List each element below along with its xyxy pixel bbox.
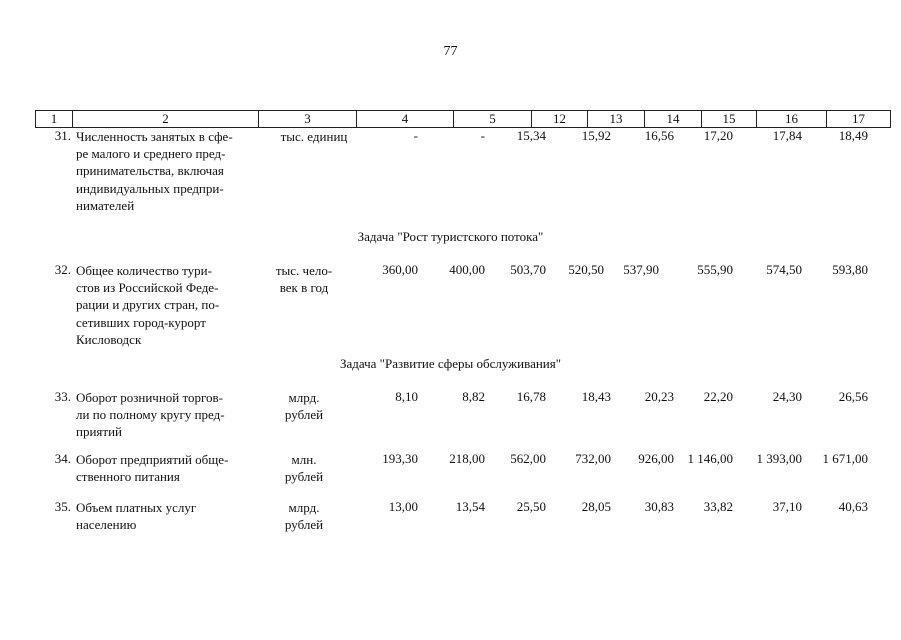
value-col-5: 13,54 — [455, 499, 485, 514]
value-col-16: 17,84 — [772, 128, 802, 143]
header-col-12: 12 — [532, 111, 588, 128]
value-col-12: 25,50 — [516, 499, 546, 514]
value-col-14: 537,90 — [623, 262, 659, 277]
value-col-13: 18,43 — [581, 389, 611, 404]
value-col-15: 22,20 — [703, 389, 733, 404]
value-col-13: 520,50 — [568, 262, 604, 277]
header-col-16: 16 — [757, 111, 827, 128]
value-col-16: 1 393,00 — [756, 451, 802, 466]
page-number: 77 — [443, 44, 458, 59]
value-col-4: 13,00 — [388, 499, 418, 514]
value-col-15: 17,20 — [703, 128, 733, 143]
value-col-5: 218,00 — [449, 451, 485, 466]
value-col-5: 8,82 — [462, 389, 485, 404]
value-col-4: 193,30 — [382, 451, 418, 466]
unit-of-measure: млрд. рублей — [284, 390, 324, 423]
unit-of-measure: млн. рублей — [284, 452, 324, 485]
value-col-5: 400,00 — [449, 262, 485, 277]
value-col-17: 18,49 — [838, 128, 868, 143]
value-col-15: 1 146,00 — [687, 451, 733, 466]
value-col-5: - — [480, 128, 485, 143]
value-col-17: 593,80 — [832, 262, 868, 277]
row-number: 34. — [54, 451, 71, 466]
row-number: 35. — [54, 499, 71, 514]
indicator-name: Объем платных услуг населению — [76, 500, 197, 533]
header-col-3: 3 — [259, 111, 357, 128]
value-col-16: 574,50 — [766, 262, 802, 277]
task-heading: Задача "Развитие сферы обслуживания" — [339, 356, 562, 371]
value-col-15: 33,82 — [703, 499, 733, 514]
value-col-14: 30,83 — [644, 499, 674, 514]
indicator-name: Оборот розничной торгов- ли по полному кругу пред- приятий — [76, 390, 225, 440]
task-heading: Задача "Рост туристского потока" — [357, 229, 544, 244]
value-col-12: 562,00 — [510, 451, 546, 466]
value-col-12: 503,70 — [510, 262, 546, 277]
row-number: 32. — [54, 262, 71, 277]
value-col-13: 28,05 — [581, 499, 611, 514]
value-col-4: 8,10 — [395, 389, 418, 404]
header-col-4: 4 — [357, 111, 454, 128]
value-col-17: 26,56 — [838, 389, 868, 404]
value-col-17: 1 671,00 — [822, 451, 868, 466]
value-col-16: 37,10 — [772, 499, 802, 514]
unit-of-measure: тыс. единиц — [280, 129, 348, 144]
value-col-17: 40,63 — [838, 499, 868, 514]
indicator-name: Численность занятых в сфе- ре малого и среднего пред- принимательства, включая индивидуальных предпри- нимателей — [76, 129, 233, 213]
header-col-17: 17 — [827, 111, 891, 128]
value-col-15: 555,90 — [697, 262, 733, 277]
header-col-5: 5 — [454, 111, 532, 128]
header-col-15: 15 — [702, 111, 757, 128]
value-col-14: 926,00 — [638, 451, 674, 466]
value-col-16: 24,30 — [772, 389, 802, 404]
value-col-13: 15,92 — [581, 128, 611, 143]
value-col-4: 360,00 — [382, 262, 418, 277]
column-number-header — [35, 110, 891, 128]
header-col-14: 14 — [645, 111, 702, 128]
value-col-14: 20,23 — [644, 389, 674, 404]
value-col-4: - — [413, 128, 418, 143]
indicator-name: Общее количество тури- стов из Российской Феде- рации и других стран, по- сетивших город-курорт Кисловодск — [76, 263, 220, 347]
row-number: 33. — [54, 389, 71, 404]
header-col-13: 13 — [588, 111, 645, 128]
header-col-2: 2 — [73, 111, 259, 128]
header-col-1: 1 — [36, 111, 73, 128]
value-col-12: 16,78 — [516, 389, 546, 404]
indicator-name: Оборот предприятий обще- ственного питания — [76, 452, 229, 485]
unit-of-measure: тыс. чело- век в год — [275, 263, 333, 296]
row-number: 31. — [54, 128, 71, 143]
unit-of-measure: млрд. рублей — [284, 500, 324, 533]
value-col-12: 15,34 — [516, 128, 546, 143]
value-col-13: 732,00 — [575, 451, 611, 466]
value-col-14: 16,56 — [644, 128, 674, 143]
